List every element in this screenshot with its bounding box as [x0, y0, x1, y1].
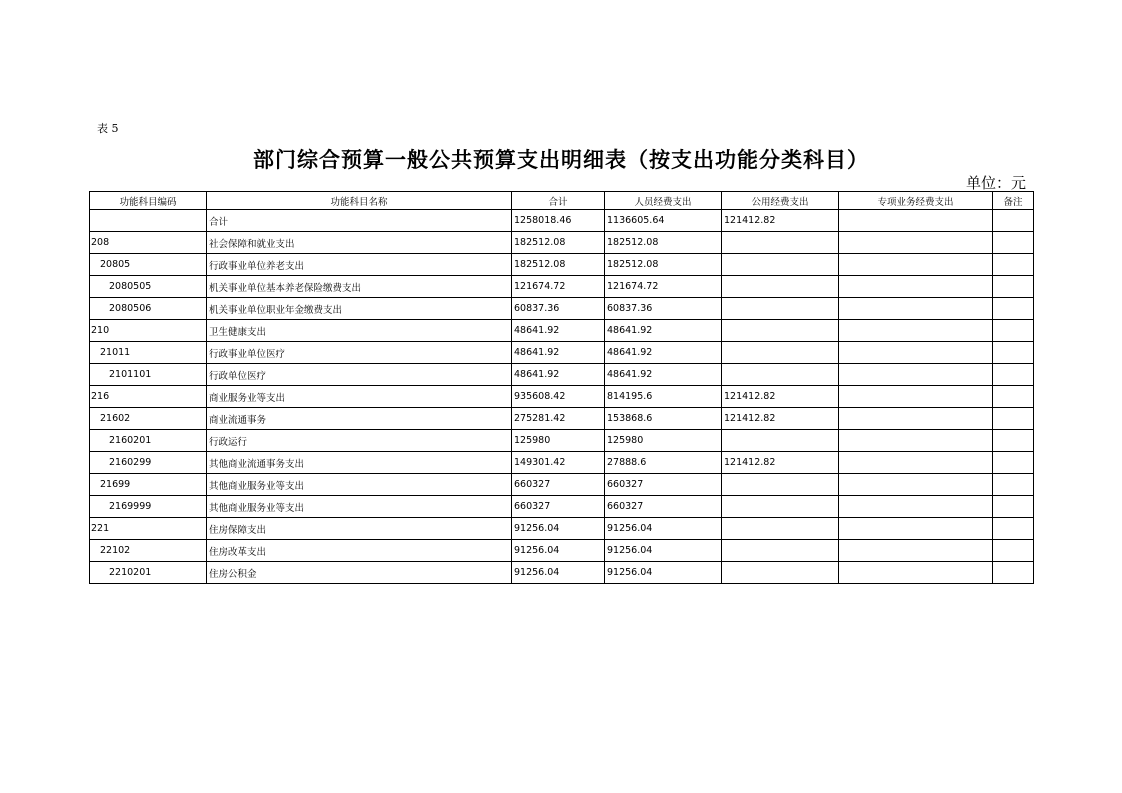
cell-total: 60837.36: [512, 298, 605, 320]
cell-total: 182512.08: [512, 232, 605, 254]
cell-total: 121674.72: [512, 276, 605, 298]
table-row: [90, 408, 1034, 430]
cell-special: [839, 386, 993, 408]
cell-public: [722, 320, 839, 342]
cell-note: [993, 320, 1034, 342]
column-header-total: 合计: [512, 192, 605, 210]
cell-note: [993, 364, 1034, 386]
cell-personnel: 182512.08: [605, 232, 722, 254]
cell-personnel: 182512.08: [605, 254, 722, 276]
cell-name: 机关事业单位职业年金缴费支出: [207, 298, 512, 320]
table-row: [90, 232, 1034, 254]
cell-note: [993, 408, 1034, 430]
cell-special: [839, 254, 993, 276]
cell-note: [993, 232, 1034, 254]
cell-code: 2160201: [90, 430, 207, 452]
cell-personnel: 814195.6: [605, 386, 722, 408]
cell-name: 商业服务业等支出: [207, 386, 512, 408]
column-header-code: 功能科目编码: [90, 192, 207, 210]
cell-code: 21602: [90, 408, 207, 430]
cell-code: 208: [90, 232, 207, 254]
cell-personnel: 125980: [605, 430, 722, 452]
cell-name: 行政单位医疗: [207, 364, 512, 386]
table-row: [90, 386, 1034, 408]
table-row: [90, 518, 1034, 540]
cell-special: [839, 518, 993, 540]
cell-personnel: 660327: [605, 496, 722, 518]
table-number: 表 5: [97, 122, 119, 135]
cell-special: [839, 562, 993, 584]
cell-name: 社会保障和就业支出: [207, 232, 512, 254]
cell-personnel: 1136605.64: [605, 210, 722, 232]
cell-name: 合计: [207, 210, 512, 232]
cell-code: 20805: [90, 254, 207, 276]
cell-name: 卫生健康支出: [207, 320, 512, 342]
cell-total: 48641.92: [512, 342, 605, 364]
cell-total: 48641.92: [512, 320, 605, 342]
cell-special: [839, 474, 993, 496]
column-header-special: 专项业务经费支出: [839, 192, 993, 210]
cell-public: [722, 496, 839, 518]
cell-code: 216: [90, 386, 207, 408]
cell-total: 660327: [512, 474, 605, 496]
cell-total: 48641.92: [512, 364, 605, 386]
cell-total: 660327: [512, 496, 605, 518]
cell-total: 1258018.46: [512, 210, 605, 232]
cell-public: [722, 430, 839, 452]
cell-note: [993, 430, 1034, 452]
cell-total: 91256.04: [512, 518, 605, 540]
cell-note: [993, 474, 1034, 496]
cell-public: [722, 540, 839, 562]
table-header-row: [90, 192, 1034, 210]
column-header-public: 公用经费支出: [722, 192, 839, 210]
cell-note: [993, 496, 1034, 518]
cell-code: 21011: [90, 342, 207, 364]
column-header-name: 功能科目名称: [207, 192, 512, 210]
cell-total: 91256.04: [512, 540, 605, 562]
cell-public: 121412.82: [722, 386, 839, 408]
cell-name: 住房保障支出: [207, 518, 512, 540]
cell-total: 935608.42: [512, 386, 605, 408]
expenditure-detail-table: [89, 191, 1034, 584]
cell-personnel: 48641.92: [605, 320, 722, 342]
cell-personnel: 48641.92: [605, 364, 722, 386]
cell-personnel: 91256.04: [605, 518, 722, 540]
unit-label: 单位：元: [965, 174, 1026, 192]
cell-total: 91256.04: [512, 562, 605, 584]
cell-note: [993, 562, 1034, 584]
table-row: [90, 474, 1034, 496]
cell-special: [839, 540, 993, 562]
column-header-note: 备注: [993, 192, 1034, 210]
table-row: [90, 364, 1034, 386]
cell-public: [722, 232, 839, 254]
table-row: [90, 210, 1034, 232]
cell-public: 121412.82: [722, 452, 839, 474]
table-row: [90, 496, 1034, 518]
cell-code: 2210201: [90, 562, 207, 584]
cell-code: 221: [90, 518, 207, 540]
cell-personnel: 60837.36: [605, 298, 722, 320]
cell-note: [993, 342, 1034, 364]
cell-note: [993, 386, 1034, 408]
cell-name: 其他商业服务业等支出: [207, 496, 512, 518]
cell-total: 275281.42: [512, 408, 605, 430]
cell-public: 121412.82: [722, 408, 839, 430]
cell-special: [839, 320, 993, 342]
cell-code: 2080506: [90, 298, 207, 320]
cell-code: 21699: [90, 474, 207, 496]
cell-public: [722, 474, 839, 496]
cell-note: [993, 540, 1034, 562]
cell-special: [839, 210, 993, 232]
cell-personnel: 91256.04: [605, 562, 722, 584]
cell-name: 其他商业流通事务支出: [207, 452, 512, 474]
cell-special: [839, 452, 993, 474]
cell-code: 22102: [90, 540, 207, 562]
table-row: [90, 298, 1034, 320]
cell-total: 125980: [512, 430, 605, 452]
cell-code: 2101101: [90, 364, 207, 386]
cell-public: 121412.82: [722, 210, 839, 232]
cell-code: 2160299: [90, 452, 207, 474]
cell-public: [722, 562, 839, 584]
cell-code: 210: [90, 320, 207, 342]
cell-public: [722, 276, 839, 298]
cell-personnel: 660327: [605, 474, 722, 496]
cell-name: 住房公积金: [207, 562, 512, 584]
cell-public: [722, 342, 839, 364]
table-row: [90, 276, 1034, 298]
cell-personnel: 153868.6: [605, 408, 722, 430]
cell-note: [993, 254, 1034, 276]
cell-name: 机关事业单位基本养老保险缴费支出: [207, 276, 512, 298]
cell-special: [839, 276, 993, 298]
page-title: 部门综合预算一般公共预算支出明细表（按支出功能分类科目）: [253, 147, 869, 172]
cell-personnel: 48641.92: [605, 342, 722, 364]
cell-public: [722, 298, 839, 320]
cell-special: [839, 232, 993, 254]
cell-personnel: 121674.72: [605, 276, 722, 298]
cell-public: [722, 254, 839, 276]
cell-public: [722, 364, 839, 386]
cell-public: [722, 518, 839, 540]
table-row: [90, 452, 1034, 474]
cell-note: [993, 452, 1034, 474]
table-row: [90, 540, 1034, 562]
cell-personnel: 91256.04: [605, 540, 722, 562]
cell-name: 行政运行: [207, 430, 512, 452]
cell-special: [839, 430, 993, 452]
cell-name: 行政事业单位养老支出: [207, 254, 512, 276]
table-row: [90, 342, 1034, 364]
cell-total: 149301.42: [512, 452, 605, 474]
cell-code: 2080505: [90, 276, 207, 298]
cell-special: [839, 364, 993, 386]
cell-name: 行政事业单位医疗: [207, 342, 512, 364]
cell-code: [90, 210, 207, 232]
cell-special: [839, 342, 993, 364]
cell-note: [993, 210, 1034, 232]
cell-name: 其他商业服务业等支出: [207, 474, 512, 496]
cell-code: 2169999: [90, 496, 207, 518]
cell-special: [839, 298, 993, 320]
cell-special: [839, 408, 993, 430]
table-row: [90, 430, 1034, 452]
cell-note: [993, 518, 1034, 540]
table-row: [90, 254, 1034, 276]
cell-special: [839, 496, 993, 518]
column-header-personnel: 人员经费支出: [605, 192, 722, 210]
cell-personnel: 27888.6: [605, 452, 722, 474]
table-row: [90, 562, 1034, 584]
cell-note: [993, 276, 1034, 298]
table-row: [90, 320, 1034, 342]
cell-name: 住房改革支出: [207, 540, 512, 562]
table-body: [90, 210, 1034, 584]
cell-name: 商业流通事务: [207, 408, 512, 430]
cell-note: [993, 298, 1034, 320]
cell-total: 182512.08: [512, 254, 605, 276]
